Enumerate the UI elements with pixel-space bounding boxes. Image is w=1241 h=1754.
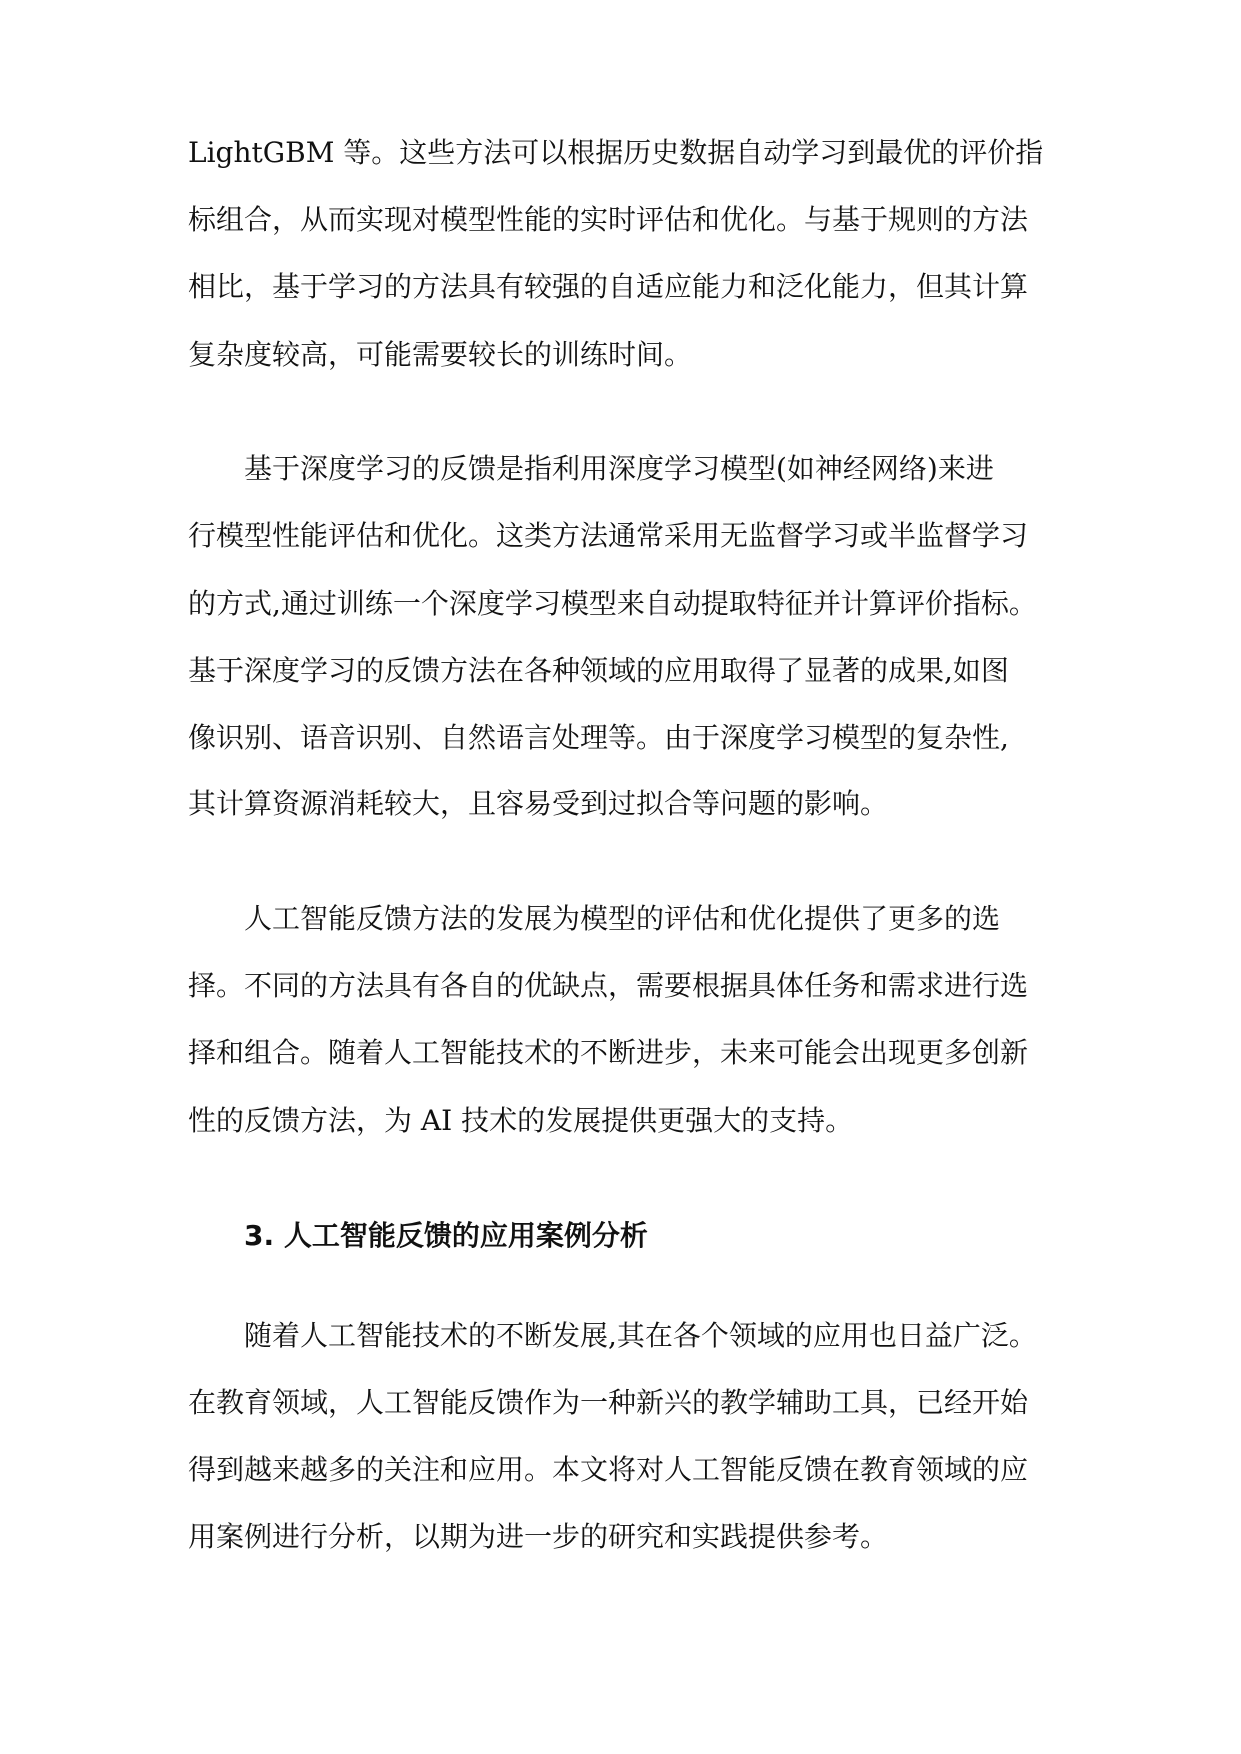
text-line: 性的反馈方法，为 AI 技术的发展提供更强大的支持。 [188, 1104, 854, 1137]
text-line: 相比，基于学习的方法具有较强的自适应能力和泛化能力，但其计算 [188, 270, 1029, 303]
text-line: 得到越来越多的关注和应用。本文将对人工智能反馈在教育领域的应 [188, 1453, 1029, 1486]
text-line: 人工智能反馈方法的发展为模型的评估和优化提供了更多的选 [244, 902, 1001, 935]
text-line: 基于深度学习的反馈方法在各种领域的应用取得了显著的成果,如图 [188, 654, 1009, 687]
text-line: 择和组合。随着人工智能技术的不断进步，未来可能会出现更多创新 [188, 1036, 1029, 1069]
text-line: 标组合，从而实现对模型性能的实时评估和优化。与基于规则的方法 [188, 203, 1029, 236]
text-line: 的方式,通过训练一个深度学习模型来自动提取特征并计算评价指标。 [188, 587, 1037, 620]
text-line: 复杂度较高，可能需要较长的训练时间。 [188, 338, 693, 371]
text-line: 随着人工智能技术的不断发展,其在各个领域的应用也日益广泛。 [244, 1319, 1037, 1352]
text-line: 行模型性能评估和优化。这类方法通常采用无监督学习或半监督学习 [188, 519, 1029, 552]
section-heading: 3. 人工智能反馈的应用案例分析 [244, 1219, 648, 1252]
text-line: 像识别、语音识别、自然语言处理等。由于深度学习模型的复杂性, [188, 721, 1009, 754]
text-line: 择。不同的方法具有各自的优缺点，需要根据具体任务和需求进行选 [188, 969, 1029, 1002]
text-line: 基于深度学习的反馈是指利用深度学习模型(如神经网络)来进 [244, 452, 994, 485]
text-line: 其计算资源消耗较大，且容易受到过拟合等问题的影响。 [188, 787, 889, 820]
text-line: 用案例进行分析，以期为进一步的研究和实践提供参考。 [188, 1520, 889, 1553]
text-line: LightGBM 等。这些方法可以根据历史数据自动学习到最优的评价指 [188, 136, 1044, 169]
text-line: 在教育领域，人工智能反馈作为一种新兴的教学辅助工具，已经开始 [188, 1386, 1029, 1419]
